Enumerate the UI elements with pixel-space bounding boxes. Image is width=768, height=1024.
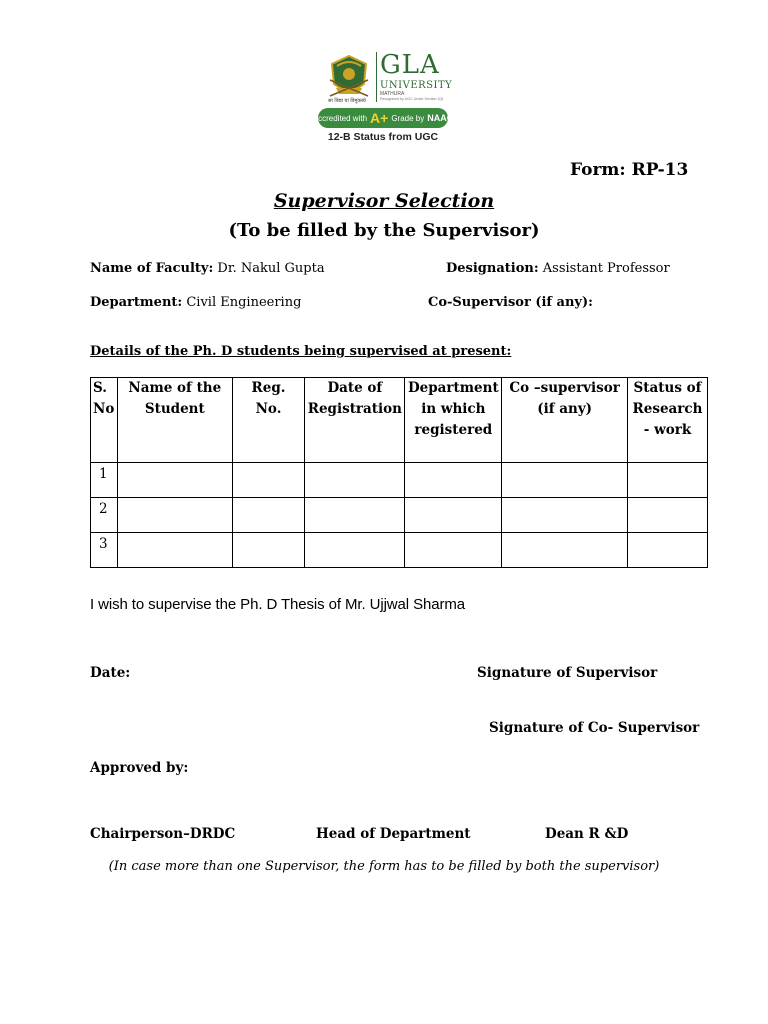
col-header-reg-no: Reg. No.	[232, 378, 305, 463]
student-name-cell[interactable]	[117, 498, 232, 533]
date-label: Date:	[90, 665, 131, 681]
university-logo	[312, 48, 454, 148]
co-supervisor-label: Co-Supervisor (if any):	[428, 295, 593, 310]
crest-icon	[324, 54, 374, 98]
status-cell[interactable]	[628, 533, 708, 568]
department-row	[90, 295, 301, 310]
approver-chairperson: Chairperson–DRDC	[90, 826, 236, 842]
designation-value: Assistant Professor	[542, 261, 670, 276]
logo-recognition: Recognised by UGC Under Section 2(f)	[380, 97, 443, 101]
footer-note: (In case more than one Supervisor, the form has to be filled by both the supervisor)	[108, 859, 660, 874]
row-number: 3	[91, 533, 118, 568]
page-subtitle: (To be filled by the Supervisor)	[228, 220, 540, 241]
logo-city: MATHURA	[380, 91, 405, 97]
logo-name: GLA	[380, 50, 440, 80]
form-number: Form: RP-13	[570, 160, 689, 180]
student-name-cell[interactable]	[117, 533, 232, 568]
department-value: Civil Engineering	[186, 295, 302, 310]
row-number: 2	[91, 498, 118, 533]
col-header-research-status: Status of Research - work	[628, 378, 708, 463]
col-header-student-name: Name of the Student	[117, 378, 232, 463]
col-header-sno: S. No	[91, 378, 118, 463]
designation-row	[446, 261, 670, 276]
reg-no-cell[interactable]	[232, 533, 305, 568]
status-cell[interactable]	[628, 463, 708, 498]
status-cell[interactable]	[628, 498, 708, 533]
co-supervisor-cell[interactable]	[502, 463, 628, 498]
table-header-row	[91, 378, 708, 463]
co-supervisor-row	[428, 295, 593, 310]
date-cell[interactable]	[305, 463, 405, 498]
table-row	[91, 463, 708, 498]
faculty-row	[90, 261, 325, 276]
ugc-status: 12-B Status from UGC	[327, 131, 439, 143]
department-label: Department:	[90, 295, 183, 310]
supervisor-signature-label: Signature of Supervisor	[477, 665, 658, 681]
details-heading: Details of the Ph. D students being supervised at present:	[90, 344, 512, 359]
students-table	[90, 377, 708, 568]
approved-by-label: Approved by:	[90, 760, 189, 776]
col-header-department: Department in which registered	[405, 378, 502, 463]
co-supervisor-signature-label: Signature of Co- Supervisor	[489, 720, 700, 736]
page-title: Supervisor Selection	[273, 190, 495, 212]
department-cell[interactable]	[405, 533, 502, 568]
reg-no-cell[interactable]	[232, 463, 305, 498]
department-cell[interactable]	[405, 498, 502, 533]
approver-dean: Dean R &D	[545, 826, 629, 842]
designation-label: Designation:	[446, 261, 539, 276]
accreditation-grade: A+	[370, 110, 389, 126]
accreditation-prefix: Accredited with	[312, 113, 368, 123]
table-row	[91, 533, 708, 568]
col-header-co-supervisor: Co –supervisor (if any)	[502, 378, 628, 463]
logo-university: UNIVERSITY	[380, 80, 453, 91]
naac-accreditation-badge	[312, 108, 454, 128]
logo-motto: सा विद्या या विमुक्तये	[328, 98, 366, 104]
co-supervisor-cell[interactable]	[502, 498, 628, 533]
accreditation-body: NAAC	[427, 113, 454, 123]
reg-no-cell[interactable]	[232, 498, 305, 533]
logo-divider	[376, 52, 377, 102]
row-number: 1	[91, 463, 118, 498]
table-row	[91, 498, 708, 533]
faculty-value: Dr. Nakul Gupta	[217, 261, 325, 276]
supervision-statement: I wish to supervise the Ph. D Thesis of Mr. Ujjwal Sharma	[90, 596, 465, 613]
approver-hod: Head of Department	[316, 826, 471, 842]
col-header-date-of-registration: Date of Registration	[305, 378, 405, 463]
department-cell[interactable]	[405, 463, 502, 498]
date-cell[interactable]	[305, 533, 405, 568]
accreditation-suffix: Grade by	[391, 113, 425, 123]
faculty-label: Name of Faculty:	[90, 261, 214, 276]
student-name-cell[interactable]	[117, 463, 232, 498]
co-supervisor-cell[interactable]	[502, 533, 628, 568]
date-cell[interactable]	[305, 498, 405, 533]
